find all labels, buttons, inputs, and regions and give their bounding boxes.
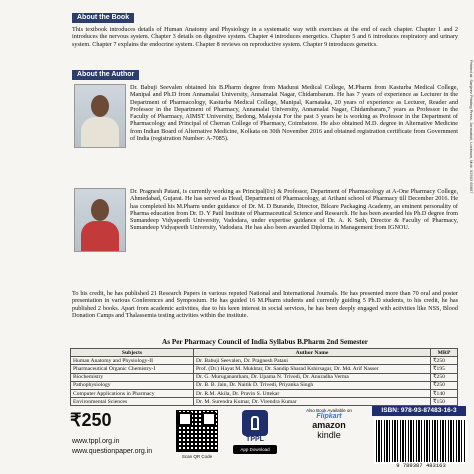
- price: ₹250: [70, 410, 112, 430]
- table-row: [71, 389, 458, 397]
- isbn-label: ISBN: 978-93-87483-16-3: [372, 406, 466, 416]
- tppl-logo-icon: [242, 410, 268, 436]
- back-cover: [66, 0, 464, 474]
- subject-cell: Pathophysiology: [71, 381, 194, 389]
- mrp-cell: ₹195: [431, 365, 458, 373]
- subject-cell: Human Anatomy and Physiology-II: [71, 357, 194, 365]
- author-cell: Dr. B. B. Jain, Dr. Naitik D. Trivedi, Priyanka Singh: [194, 381, 431, 389]
- author-cell: Dr. Babuji Seevalen, Dr. Pragnesh Patani: [194, 357, 431, 365]
- brand-name: TPPL: [246, 436, 264, 443]
- author1-bio: Dr. Babuji Seevalen obtained his B.Pharm degree from Madurai Medical College, M.Pharm from Kasturba Medical College, Manipal and Ph.D from Annamalai University, Annamalai Nagar, Chidambaram. He has 7 years of experience as Lecturer in the Department of Pharmacology, Kasturba Medical College, Manipal, Karnataka, 20 years of experience as Lecturer, Reader and Professor in the Department of Pharmacy, Annamalai University, Annamalai Nagar, Chidambaram,7 years as Professor in the Faculty of Pharmacy, AIMST University, Bedong, Malaysia For the past 3 years he is working as Professor in the Department of Pharmacology and Principal of Cherran College of Pharmacy, Coimbatore. He also obtained M.D. degree in Alternative Medicine from Indian Board of Alternative Medicine, Kolkata on 30th November 2016 and obtained registration certificate from Government of India (registration Number: A-7085).: [130, 84, 458, 143]
- mrp-cell: ₹250: [431, 381, 458, 389]
- syllabus-table: [70, 348, 458, 406]
- subject-cell: Biochemistry: [71, 373, 194, 381]
- col-mrp: MRP: [431, 349, 458, 357]
- author2-photo: [74, 188, 126, 252]
- scan-label: Scan QR Code: [181, 454, 213, 459]
- col-author: Author Name: [194, 349, 431, 357]
- barcode-digits: 9 789387 483163: [396, 462, 446, 469]
- author2-bio: Dr. Pragnesh Patani, is currently working as Principal(I/c) & Professor, Department of Pharmacology at A-One Pharmacy College, Ahmedabad, Gujarat. He has served as Head, Department of Pharmacology, at Arihant school of Pharmacy till December 2016. He has completed his M.Pharm under guidance of Dr. M. D Burande, Director, Bilcare Packaging Academy, an eminent personality of Pharma education from Dr. D. Y Patil Institute of Pharmaceutical Science and Research. He has been awarded his Ph.D degree from Sumandeep Vidyapeeth University, Vadodara, under expertise guidance of Dr. A. K Seth, Director & Faculty of Pharmacy, Sumandeep Vidyapeeth University, Vadodara. He has also been awarded Diploma in Management from IGNOU.: [130, 188, 458, 232]
- author1-photo: [74, 84, 126, 148]
- table-header-row: [71, 349, 458, 357]
- table-row: [71, 381, 458, 389]
- author-credits: To his credit, he has published 21 Research Papers in various reputed National and International Journals. He has presented more than 70 oral and poster presentation in various Conferences and Symposium. He has guided 16 M.Pharm students and currently guiding 5 Ph.D students, to his credit, he has published 2 books. Apart from academic activities, due to his keen interest in social services, he has been deeply engaged with activities like NSS, Blood Donation Camps and Thalassemia testing activities within the institute.: [72, 290, 458, 319]
- author-cell: Dr. M. Surendra Kumar, Dr. Virendra Kumar: [194, 398, 431, 406]
- table-row: [71, 365, 458, 373]
- flipkart-link[interactable]: Flipkart: [316, 413, 342, 420]
- amazon-link[interactable]: amazon: [312, 420, 346, 430]
- about-book-text: This textbook introduces details of Human Anatomy and Physiology in a systematic way with exercises at the end of each chapter. Chapter 1 and 2 introduces the nervous system. Chapter 3 details on digestive system. Chapter 4 introduces energetics. Chapter 5 and 6 introduces respiratory and urinary system. Chapter 7 explains the endocrine system. Chapter 8 reviews on reproductive system. Chapter 9 introduces genetics.: [72, 26, 458, 48]
- author-cell: Prof. (Dr.) Hayat M. Mukhtar, Dr. Sandip Sharad Kshirsagar, Dr. Md. Arif Nasser: [194, 365, 431, 373]
- syllabus-title: As Per Pharmacy Council of India Syllabus B.Pharm 2nd Semester: [162, 338, 368, 346]
- website-link-2[interactable]: www.questionpaper.org.in: [72, 448, 153, 455]
- author-cell: Dr. R.M. Akila, Dr. Pravin S. Uttekar: [194, 389, 431, 397]
- table-row: [71, 373, 458, 381]
- stores-block: [290, 408, 368, 468]
- table-row: [71, 398, 458, 406]
- subject-cell: Pharmaceutical Organic Chemistry-I: [71, 365, 194, 373]
- also-available-label: Also Book Available on: [306, 408, 352, 413]
- footer: [0, 406, 474, 474]
- kindle-link[interactable]: kindle: [317, 430, 341, 440]
- about-author-heading: About the Author: [72, 70, 139, 80]
- mrp-cell: ₹250: [431, 357, 458, 365]
- tppl-block: [226, 410, 284, 460]
- subject-cell: Computer Applications in Pharmacy: [71, 389, 194, 397]
- mrp-cell: ₹140: [431, 389, 458, 397]
- about-book-heading: About the Book: [72, 13, 134, 23]
- price-block: [66, 406, 166, 474]
- table-row: [71, 357, 458, 365]
- subject-cell: Environmental Sciences: [71, 398, 194, 406]
- printer-note: Printed at: Sanjeev Printing Press, Jorasakoli, Lucknow, Mob. 92503 65657: [469, 60, 474, 194]
- col-subjects: Subjects: [71, 349, 194, 357]
- barcode-icon: [374, 418, 468, 464]
- mrp-cell: ₹250: [431, 373, 458, 381]
- website-link-1[interactable]: www.tppl.org.in: [72, 438, 120, 445]
- qr-code-icon[interactable]: [176, 410, 218, 452]
- mrp-cell: ₹150: [431, 398, 458, 406]
- app-download-badge[interactable]: App Download: [233, 445, 277, 454]
- author-cell: Dr. G. Muruganantham, Dr. Upama N. Trivedi, Dr. Anuradha Verma: [194, 373, 431, 381]
